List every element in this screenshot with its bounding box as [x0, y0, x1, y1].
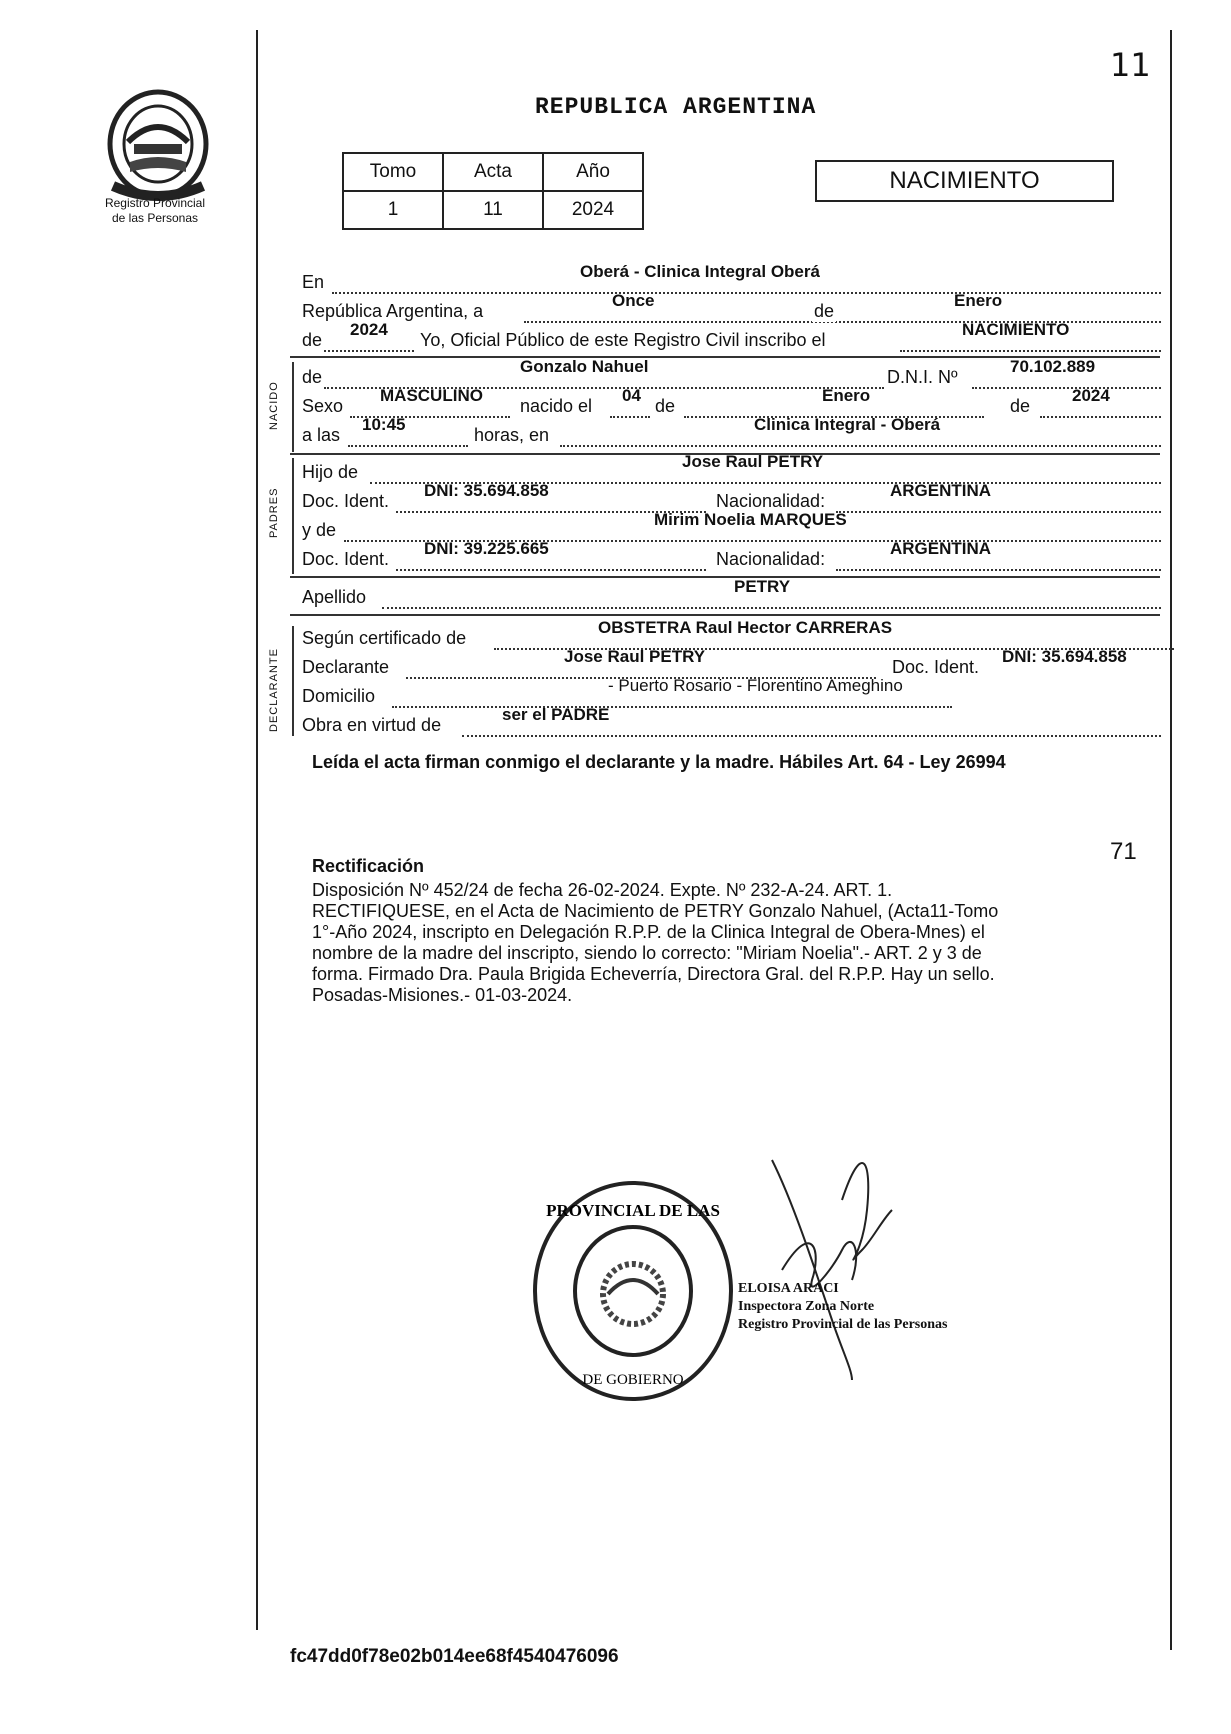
row-nacido-hora: [302, 415, 1161, 449]
section-bar: [292, 458, 294, 574]
cert-value: OBSTETRA Raul Hector CARRERAS: [598, 618, 893, 637]
decl-value: Jose Raul PETRY: [564, 647, 706, 666]
dotted-line: [972, 387, 1161, 389]
rectificacion-body: [312, 880, 1142, 1006]
section-bar: [292, 626, 294, 736]
rect-line: RECTIFIQUESE, en el Acta de Nacimiento de PETRY Gonzalo Nahuel, (Acta11-Tomo: [312, 901, 999, 921]
sexo-label: Sexo: [302, 396, 344, 416]
father-nationality: ARGENTINA: [890, 481, 992, 500]
svg-text:DE GOBIERNO: DE GOBIERNO: [582, 1372, 684, 1388]
mother-doc: DNI: 39.225.665: [424, 539, 549, 558]
inscribe-value: NACIMIENTO: [962, 320, 1070, 339]
horas-label: horas, en: [474, 425, 550, 445]
row-yo: [302, 320, 1161, 354]
apellido-value: PETRY: [734, 577, 791, 596]
signature-block: [738, 1280, 947, 1334]
record-type-box: NACIMIENTO: [815, 160, 1114, 202]
dotted-line: [324, 350, 414, 352]
org-line1: Registro Provincial: [104, 196, 206, 210]
de-label: de: [302, 330, 323, 350]
dni-label: D.N.I. Nº: [887, 367, 958, 387]
en-value: Oberá - Clinica Integral Oberá: [580, 262, 820, 281]
separator: [290, 614, 1160, 616]
dotted-line: [348, 445, 468, 447]
dotted-line: [332, 292, 1161, 294]
dotted-line: [610, 416, 650, 418]
dotted-line: [396, 569, 706, 571]
dotted-line: [836, 569, 1161, 571]
dotted-line: [462, 735, 1161, 737]
row-obra: [302, 705, 1161, 739]
dotted-line: [382, 607, 1161, 609]
birth-year: 2024: [1072, 386, 1110, 405]
header-ano: Año: [543, 153, 643, 191]
yde-label: y de: [302, 520, 337, 540]
rectificacion-number: 71: [1110, 838, 1137, 865]
section-bar: [292, 362, 294, 452]
document-title: REPUBLICA ARGENTINA: [535, 94, 817, 120]
rep-label: República Argentina, a: [302, 301, 484, 321]
dotted-line: [900, 350, 1161, 352]
rect-line: Posadas-Misiones.- 01-03-2024.: [312, 985, 573, 1005]
tomo-acta-table: [342, 152, 644, 230]
row-apellido: [302, 577, 1161, 611]
child-dni: 70.102.889: [1010, 357, 1096, 376]
hijo-label: Hijo de: [302, 462, 359, 482]
nac-label: Nacionalidad:: [716, 549, 826, 569]
rect-line: Disposición Nº 452/24 de fecha 26-02-2024. Expte. Nº 232-A-24. ART. 1.: [312, 880, 893, 900]
mother-nationality: ARGENTINA: [890, 539, 992, 558]
obra-label: Obra en virtud de: [302, 715, 442, 735]
birth-month: Enero: [822, 386, 871, 405]
handwritten-signature: [752, 1120, 912, 1380]
doc-label: Doc. Ident.: [302, 491, 390, 511]
alas-label: a las: [302, 425, 341, 445]
birth-place: Clinica Integral - Oberá: [754, 415, 941, 434]
row-nacido-sexo: [302, 386, 1161, 420]
sexo-value: MASCULINO: [380, 386, 483, 405]
child-name: Gonzalo Nahuel: [520, 357, 649, 376]
svg-text:PROVINCIAL DE LAS: PROVINCIAL DE LAS: [546, 1201, 720, 1220]
dom-value: - Puerto Rosario - Florentino Ameghino: [608, 676, 903, 695]
father-name: Jose Raul PETRY: [682, 452, 824, 471]
signer-org: Registro Provincial de las Personas: [738, 1317, 948, 1332]
separator: [290, 576, 1160, 578]
year-value: 2024: [350, 320, 388, 339]
decl-doc: DNI: 35.694.858: [1002, 647, 1127, 666]
rect-line: 1°-Año 2024, inscripto en Delegación R.P.P. de la Clinica Integral de Obera-Mnes) el: [312, 922, 985, 942]
leida-text: Leída el acta firman conmigo el declarante y la madre. Hábiles Art. 64 - Ley 26994: [312, 752, 1006, 772]
signer-name: ELOISA ARACI: [738, 1281, 839, 1296]
org-name: [80, 196, 230, 226]
value-ano: 2024: [543, 191, 643, 229]
mother-name: Mirim Noelia MARQUES: [654, 510, 847, 529]
province-logo: [98, 82, 218, 202]
dotted-line: [836, 511, 1161, 513]
day-value: Once: [612, 291, 655, 310]
de-label: de: [1010, 396, 1031, 416]
official-stamp: [528, 1176, 738, 1406]
birth-day: 04: [622, 386, 641, 405]
dotted-line: [560, 445, 1161, 447]
de-label: de: [814, 301, 835, 321]
obra-value: ser el PADRE: [502, 705, 610, 724]
decl-label: Declarante: [302, 657, 390, 677]
row-madre-doc: [302, 539, 1161, 573]
header-acta: Acta: [443, 153, 543, 191]
de-label: de: [655, 396, 676, 416]
org-line2: de las Personas: [111, 211, 199, 225]
apellido-label: Apellido: [302, 587, 367, 607]
value-acta: 11: [443, 191, 543, 229]
row-domicilio: [302, 676, 1161, 710]
nac-label: Nacionalidad:: [716, 491, 826, 511]
page-number: 11: [1110, 46, 1151, 84]
month-value: Enero: [954, 291, 1003, 310]
section-label-nacido: NACIDO: [268, 381, 280, 430]
dotted-line: [392, 706, 952, 708]
father-doc: DNI: 35.694.858: [424, 481, 549, 500]
rect-line: forma. Firmado Dra. Paula Brigida Echeverría, Directora Gral. del R.P.P. Hay un sello.: [312, 964, 995, 984]
rect-line: nombre de la madre del inscripto, siendo lo correcto: "Miriam Noelia".- ART. 2 y 3 de: [312, 943, 982, 963]
nacido-label: nacido el: [520, 396, 593, 416]
cert-label: Según certificado de: [302, 628, 467, 648]
doc-label: Doc. Ident.: [302, 549, 390, 569]
signer-title: Inspectora Zona Norte: [738, 1299, 875, 1314]
dotted-line: [1040, 416, 1161, 418]
doc-label: Doc. Ident.: [892, 657, 980, 677]
rectificacion-title: Rectificación: [312, 856, 425, 876]
header-tomo: Tomo: [343, 153, 443, 191]
birth-time: 10:45: [362, 415, 406, 434]
document-hash: fc47dd0f78e02b014ee68f4540476096: [290, 1646, 619, 1667]
dom-label: Domicilio: [302, 686, 376, 706]
section-label-padres: PADRES: [268, 487, 280, 538]
value-tomo: 1: [343, 191, 443, 229]
row-en: [302, 262, 1161, 296]
de-label: de: [302, 367, 323, 387]
right-margin-line: [1170, 30, 1172, 1650]
left-margin-line: [256, 30, 258, 1630]
section-label-declarante: DECLARANTE: [268, 648, 280, 732]
yo-text: Yo, Oficial Público de este Registro Civil inscribo el: [420, 330, 826, 350]
en-label: En: [302, 272, 325, 292]
